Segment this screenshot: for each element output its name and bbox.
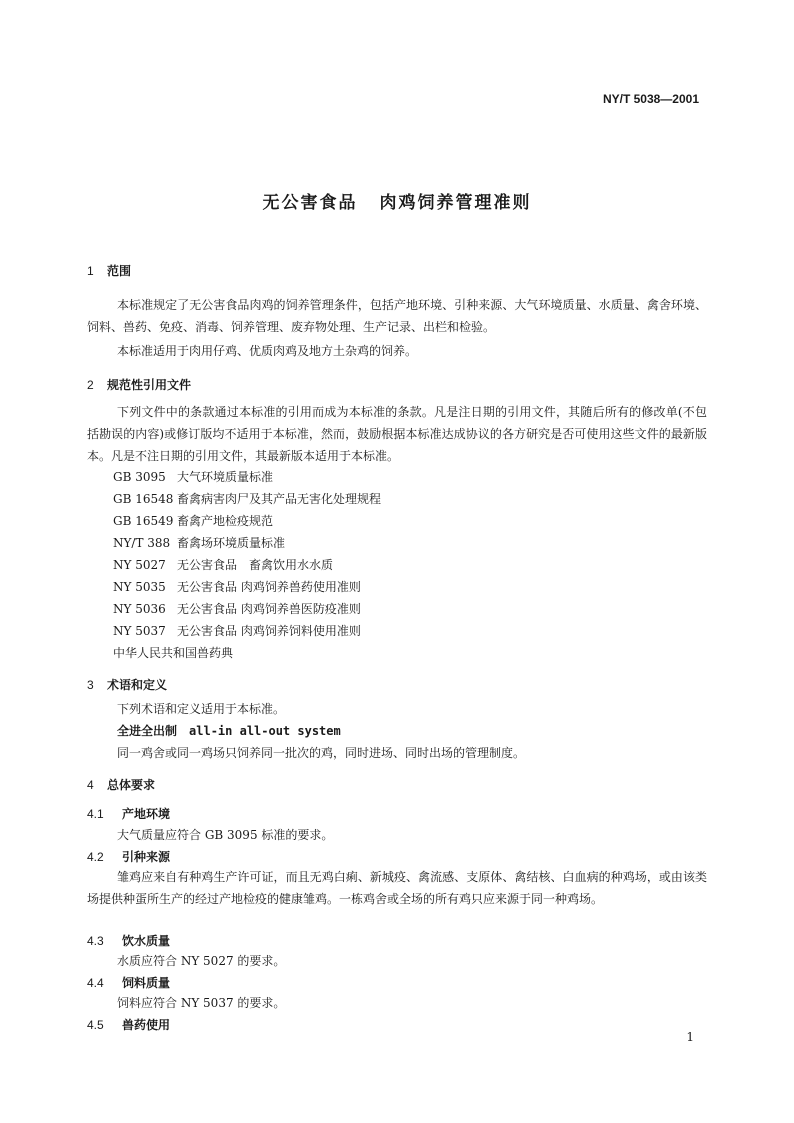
section-2-paragraph: 下列文件中的条款通过本标准的引用而成为本标准的条款。凡是注日期的引用文件，其随后所有的修改单(不包括勘误的内容)或修订版均不适用于本标准，然而，鼓励根据本标准达成协议的各方研究是否可使用这些文件的最新版本。凡是不注日期的引用文件，其最新版本适用于本标准。	[87, 405, 707, 463]
section-1-paragraph-2: 本标准适用于肉用仔鸡、优质肉鸡及地方土杂鸡的饲养。	[117, 344, 418, 358]
reference-title: 畜禽产地检疫规范	[177, 514, 274, 528]
subsection-4-3-heading	[87, 932, 170, 949]
term-entry	[117, 722, 341, 739]
section-title: 规范性引用文件	[107, 378, 192, 392]
reference-code: NY/T 388	[113, 536, 171, 550]
reference-code: NY 5027	[113, 558, 166, 572]
reference-title: 无公害食品 肉鸡饲养兽药使用准则	[177, 580, 361, 594]
reference-code: GB 16549	[113, 514, 174, 528]
section-title: 总体要求	[107, 778, 156, 792]
subsection-4-2-heading	[87, 848, 170, 865]
subsection-title: 饮水质量	[122, 934, 171, 948]
subsection-title: 兽药使用	[122, 1018, 171, 1032]
subsection-number: 4.5	[87, 1018, 104, 1032]
subsection-title: 产地环境	[122, 807, 171, 821]
subsection-4-3-text: 水质应符合 NY 5027 的要求。	[117, 954, 286, 968]
subsection-number: 4.1	[87, 807, 104, 821]
page-number: 1	[686, 1030, 694, 1044]
subsection-title: 饲料质量	[122, 976, 171, 990]
subsection-number: 4.2	[87, 850, 104, 864]
reference-item	[113, 578, 361, 595]
section-number: 2	[87, 378, 94, 392]
reference-code: GB 3095	[113, 470, 166, 484]
reference-item	[113, 556, 333, 573]
reference-title: 无公害食品 肉鸡饲养饲料使用准则	[177, 624, 361, 638]
reference-title: 大气环境质量标准	[177, 470, 274, 484]
reference-title: 畜禽场环境质量标准	[177, 536, 286, 550]
document-title	[0, 188, 794, 213]
terms-intro: 下列术语和定义适用于本标准。	[117, 702, 286, 716]
reference-item	[113, 512, 273, 529]
section-2-heading	[87, 376, 191, 393]
reference-title: 无公害食品 肉鸡饲养兽医防疫准则	[177, 602, 361, 616]
subsection-number: 4.3	[87, 934, 104, 948]
section-4-heading	[87, 776, 155, 793]
section-number: 1	[87, 264, 94, 278]
section-number: 4	[87, 778, 94, 792]
subsection-number: 4.4	[87, 976, 104, 990]
section-1-heading	[87, 262, 131, 279]
subsection-4-5-heading	[87, 1016, 170, 1033]
subsection-4-4-heading	[87, 974, 170, 991]
title-part1: 无公害食品	[262, 193, 358, 213]
subsection-4-1-heading	[87, 805, 170, 822]
section-3-heading	[87, 676, 167, 693]
reference-code: NY 5035	[113, 580, 166, 594]
subsection-4-4-text: 饲料应符合 NY 5037 的要求。	[117, 996, 286, 1010]
standard-number: NY/T 5038—2001	[602, 92, 699, 106]
section-1-paragraph-1: 本标准规定了无公害食品肉鸡的饲养管理条件，包括产地环境、引种来源、大气环境质量、水质量、禽舍环境、饲料、兽药、免疫、消毒、饲养管理、废弃物处理、生产记录、出栏和检验。	[87, 298, 707, 334]
title-part2: 肉鸡饲养管理准则	[379, 193, 532, 213]
section-number: 3	[87, 678, 94, 692]
reference-item	[113, 468, 273, 485]
reference-title: 畜禽病害肉尸及其产品无害化处理规程	[177, 492, 382, 506]
section-title: 范围	[107, 264, 132, 278]
subsection-4-1-text: 大气质量应符合 GB 3095 标准的要求。	[117, 828, 334, 842]
section-title: 术语和定义	[107, 678, 168, 692]
subsection-title: 引种来源	[122, 850, 171, 864]
reference-code: NY 5037	[113, 624, 166, 638]
reference-code: GB 16548	[113, 492, 174, 506]
reference-item	[113, 622, 361, 639]
reference-item	[113, 600, 361, 617]
term-english: all-in all-out system	[189, 724, 341, 738]
reference-item	[113, 534, 285, 551]
reference-title: 无公害食品 畜禽饮用水水质	[177, 558, 334, 572]
term-definition: 同一鸡舍或同一鸡场只饲养同一批次的鸡，同时进场、同时出场的管理制度。	[117, 746, 526, 760]
reference-item	[113, 490, 381, 507]
reference-code: NY 5036	[113, 602, 166, 616]
subsection-4-2-text: 雏鸡应来自有种鸡生产许可证，而且无鸡白痢、新城疫、禽流感、支原体、禽结核、白血病的种鸡场，或由该类场提供种蛋所生产的经过产地检疫的健康雏鸡。一栋鸡舍或全场的所有鸡只应来源于同一种鸡场。	[87, 870, 707, 906]
reference-item-pharmacopoeia: 中华人民共和国兽药典	[113, 646, 234, 660]
term-chinese: 全进全出制	[117, 724, 178, 738]
